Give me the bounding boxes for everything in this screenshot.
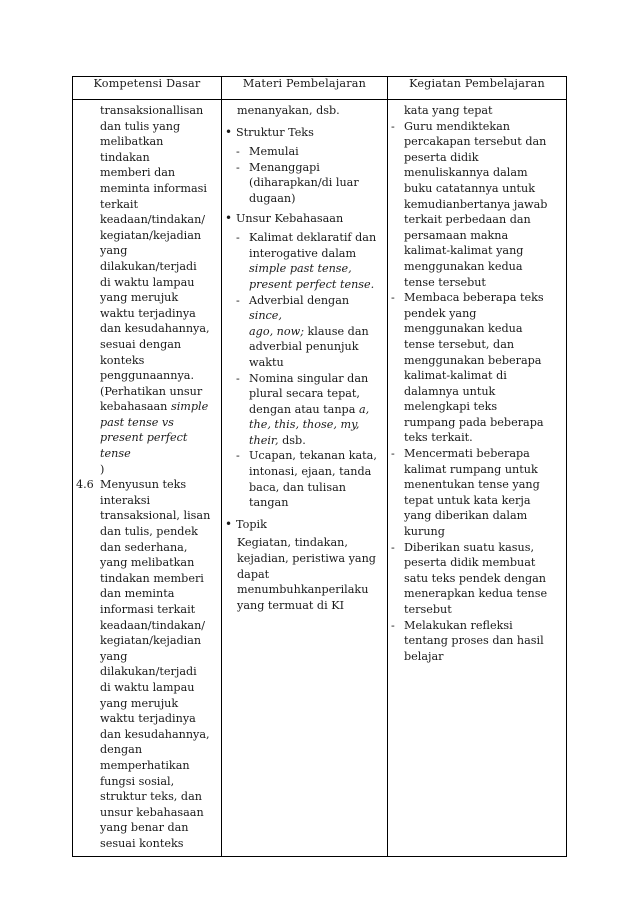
kegiatan-intro: kata yang tepat <box>404 104 493 117</box>
struktur-teks-bullet <box>225 125 384 141</box>
list-item: - Nomina singular dan plural secara tepat, dengan atau tanpa a, the, this, those, my, their, dsb. <box>236 371 370 447</box>
struktur-teks-title: Struktur Teks <box>236 125 314 139</box>
materi-intro: menanyakan, dsb. <box>237 104 340 117</box>
list-item: - Guru mendiktekan percakapan tersebut dan peserta didik menuliskannya dalam buku catatannya untuk kemudianbertanya jawab terkait perbedaan dan persamaan makna kalimat-kalimat yang menggunakan kedua tense tersebut <box>391 119 548 289</box>
struktur-teks-list <box>225 144 384 206</box>
kd-cell <box>73 100 222 857</box>
topik-bullet <box>225 517 384 533</box>
topik-title: Topik <box>236 517 267 531</box>
list-item: - Membaca beberapa teks pendek yang menggunakan kedua tense tersebut, dan menggunakan beberapa kalimat-kalimat di dalamnya untuk melengkapi teks rumpang pada beberapa teks terkait. <box>391 291 544 445</box>
header-materi-pembelajaran: Materi Pembelajaran <box>222 77 388 100</box>
list-item: - Melakukan refleksi tentang proses dan hasil belajar <box>391 618 544 663</box>
header-kompetensi-dasar: Kompetensi Dasar <box>73 77 222 100</box>
topik-text: Kegiatan, tindakan, kejadian, peristiwa yang dapat menumbuhkanperilaku yang termuat di KI <box>237 536 376 612</box>
kd-item-4-6 <box>76 477 218 851</box>
kd-note-italic: past tense vs present perfect tense <box>100 415 188 461</box>
kegiatan-cell <box>388 100 567 857</box>
header-kegiatan-pembelajaran: Kegiatan Pembelajaran <box>388 77 567 100</box>
bullet-icon: • <box>225 124 233 139</box>
list-item: - Mencermati beberapa kalimat rumpang untuk menentukan tense yang tepat untuk kata kerja yang diberikan dalam kurung <box>391 447 540 539</box>
list-item: - Adverbial dengan since, ago, now; klause dan adverbial penunjuk waktu <box>236 293 369 369</box>
list-item: - Menanggapi (diharapkan/di luar dugaan) <box>236 160 359 205</box>
list-item: - Ucapan, tekanan kata, intonasi, ejaan, tanda baca, dan tulisan tangan <box>236 449 377 510</box>
lesson-plan-table <box>72 76 567 857</box>
unsur-kebahasaan-list <box>225 230 384 511</box>
unsur-kebahasaan-bullet <box>225 211 384 227</box>
kd-item-number: 4.6 <box>76 478 94 492</box>
list-item: - Memulai <box>236 145 299 159</box>
bullet-icon: • <box>225 210 233 225</box>
kd-continuation: transaksionallisan dan tulis yang melibatkan tindakan memberi dan meminta informasi terkait keadaan/tindakan/ kegiatan/kejadian yang dilakukan/terjadi di waktu lampau yang merujuk waktu terjadinya dan kesudahannya, sesuai dengan konteks penggunaannya. (Perhatikan unsur kebahasaan simple past tense vs present perfect tense ) <box>76 103 218 477</box>
list-item: - Kalimat deklaratif dan interogative dalam simple past tense, present perfect tense. <box>236 231 377 291</box>
header-row <box>73 77 567 100</box>
bullet-icon: • <box>225 516 233 531</box>
kd-item-text: Menyusun teks interaksi transaksional, lisan dan tulis, pendek dan sederhana, yang melibatkan tindakan memberi dan meminta informasi terkait keadaan/tindakan/ kegiatan/kejadian yang dilakukan/terjadi di waktu lampau yang merujuk waktu terjadinya dan kesudahannya, dengan memperhatikan fungsi sosial, struktur teks, dan unsur kebahasaan yang benar dan sesuai konteks <box>100 478 211 850</box>
materi-cell <box>222 100 388 857</box>
table-row <box>73 100 567 857</box>
list-item: - Diberikan suatu kasus, peserta didik membuat satu teks pendek dengan menerapkan kedua tense tersebut <box>391 540 548 616</box>
unsur-kebahasaan-title: Unsur Kebahasaan <box>236 211 344 225</box>
